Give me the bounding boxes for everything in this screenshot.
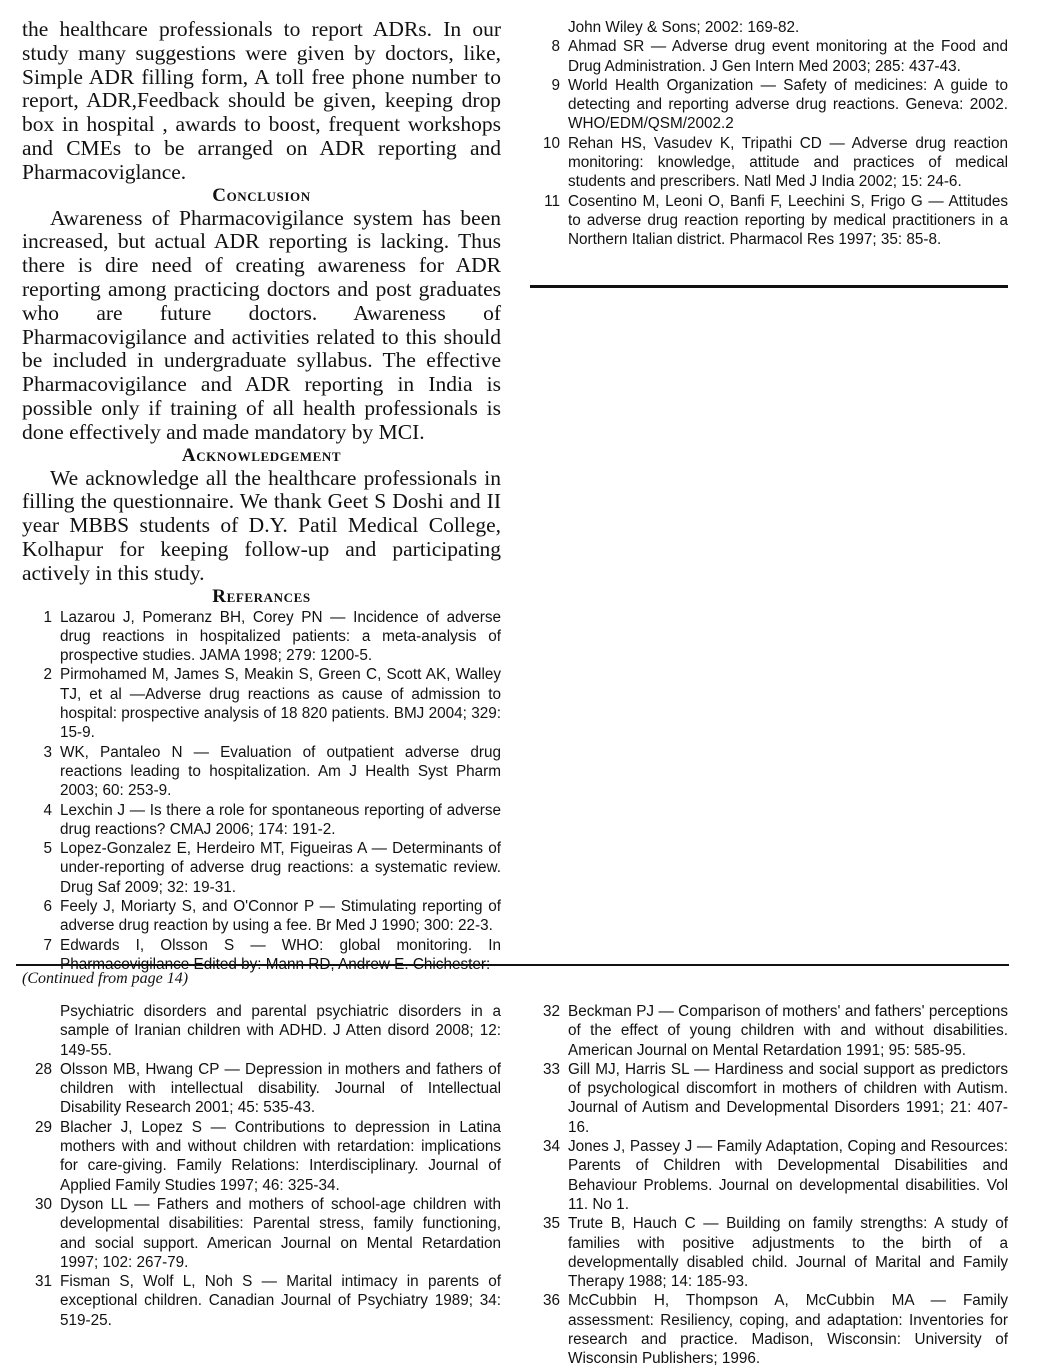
reference-text: Feely J, Moriarty S, and O'Connor P — Stimulating reporting of adverse drug reaction by using a fee. Br Med J 1990; 300: 22-3. <box>60 897 501 935</box>
reference-number: 10 <box>542 134 560 152</box>
reference-item <box>22 897 501 936</box>
reference-text: McCubbin H, Thompson A, McCubbin MA — Family assessment: Resiliency, coping, and adaptation: Inventories for research and practice. Madison, Wisconsin: University of Wisconsin Publishers; 1996. <box>568 1292 1008 1368</box>
reference-number: 9 <box>551 76 560 94</box>
reference-item <box>530 76 1008 134</box>
reference-number: 7 <box>43 936 52 954</box>
reference-item <box>22 665 501 742</box>
reference-item <box>22 1272 501 1330</box>
reference-number: 4 <box>43 801 52 819</box>
reference-item <box>530 192 1008 250</box>
acknowledgement-heading <box>22 445 501 467</box>
reference-item <box>22 743 501 801</box>
reference-item <box>22 1002 501 1060</box>
reference-text: John Wiley & Sons; 2002: 169-82. <box>568 19 800 36</box>
conclusion-paragraph: Awareness of Pharmacovigilance system has been increased, but actual ADR reporting is lacking. Thus there is dire need of creating awareness for ADR reporting among practicing doctors and post graduates who are future doctors. Awareness of Pharmacovigilance and activities related to this should be included in undergraduate syllabus. The effective Pharmacovigilance and ADR reporting in India is possible only if training of all health professionals is done effectively and made mandatory by MCI. <box>22 205 501 444</box>
reference-text: Lopez-Gonzalez E, Herdeiro MT, Figueiras A — Determinants of under-reporting of adverse drug reactions: a systematic review. Drug Saf 2009; 32: 19-31. <box>60 840 501 896</box>
references-heading-text: Referances <box>212 585 311 607</box>
reference-number: 31 <box>34 1273 52 1291</box>
reference-text: Dyson LL — Fathers and mothers of school-age children with developmental disabilities: Parental stress, family functioning, and social support. American Journal on Mental Retardation 1997; 102: 267-79. <box>60 1195 501 1271</box>
reference-number: 35 <box>542 1215 560 1233</box>
right-column <box>530 18 1008 250</box>
references-list-top-right <box>530 18 1008 250</box>
acknowledgement-paragraph: We acknowledge all the healthcare professionals in filling the questionnaire. We thank Geet S Doshi and II year MBBS students of D.Y. Patil Medical College, Kolhapur for keeping follow-up and participating actively in this study. <box>22 465 501 585</box>
reference-number: 28 <box>34 1060 52 1078</box>
reference-number: 11 <box>544 192 560 210</box>
reference-item <box>530 1214 1008 1291</box>
reference-text: Olsson MB, Hwang CP — Depression in mothers and fathers of children with intellectual disability. Journal of Intellectual Disability Research 2001; 45: 535-43. <box>60 1060 501 1117</box>
reference-item <box>22 1195 501 1272</box>
bottom-left-column <box>22 1002 501 1330</box>
conclusion-heading <box>22 185 501 207</box>
reference-item <box>530 1137 1008 1214</box>
reference-number: 3 <box>43 743 52 761</box>
conclusion-heading-text: Conclusion <box>212 184 311 206</box>
reference-item <box>22 839 501 897</box>
intro-paragraph: the healthcare professionals to report ADRs. In our study many suggestions were given by doctors, like, Simple ADR filling form, A toll free phone number to report, ADR,Feedback should be given, keeping drop box in hospital , awards to boost, frequent workshops and CMEs to be arranged on ADR reporting and Pharmacoviglance. <box>22 17 501 184</box>
reference-text: Edwards I, Olsson S — WHO: global monitoring. In Pharmacovigilance Edited by: Mann RD, Andrew E. Chichester: <box>60 936 501 973</box>
bottom-right-column <box>530 1002 1008 1369</box>
section-divider <box>16 964 1009 966</box>
reference-number: 36 <box>542 1292 560 1310</box>
reference-text: Pirmohamed M, James S, Meakin S, Green C, Scott AK, Walley TJ, et al —Adverse drug reactions as cause of admission to hospital: prospective analysis of 18 820 patients. BMJ 2004; 329: 15-9. <box>60 666 501 742</box>
reference-number: 8 <box>551 38 560 56</box>
references-list-bottom-left <box>22 1002 501 1330</box>
acknowledgement-heading-text: Acknowledgement <box>181 444 342 466</box>
reference-number <box>22 1002 60 1060</box>
reference-item <box>530 37 1008 76</box>
reference-number: 1 <box>43 608 52 626</box>
reference-number: 30 <box>34 1195 52 1213</box>
reference-number: 29 <box>34 1118 52 1136</box>
reference-item <box>22 1118 501 1195</box>
reference-number <box>530 18 568 37</box>
reference-text: Beckman PJ — Comparison of mothers' and fathers' perceptions of the effect of young children with and without disabilities. American Journal on Mental Retardation 1991; 95: 585-95. <box>568 1003 1008 1059</box>
left-column <box>22 18 501 974</box>
reference-item <box>530 1291 1008 1368</box>
reference-text: Psychiatric disorders and parental psychiatric disorders in a sample of Iranian children with ADHD. J Atten disord 2008; 12: 149-55. <box>60 1003 501 1059</box>
reference-item <box>530 18 1008 37</box>
reference-item <box>22 1060 501 1118</box>
reference-item <box>22 801 501 840</box>
reference-text: Fisman S, Wolf L, Noh S — Marital intimacy in parents of exceptional children. Canadian Journal of Psychiatry 1989; 34: 519-25. <box>60 1273 501 1329</box>
reference-number: 33 <box>542 1060 560 1078</box>
reference-text: Cosentino M, Leoni O, Banfi F, Leechini S, Frigo G — Attitudes to adverse drug reaction reporting by medical practitioners in a Northern Italian district. Pharmacol Res 1997; 35: 85-8. <box>568 192 1008 249</box>
reference-item <box>22 608 501 666</box>
reference-text: Trute B, Hauch C — Building on family strengths: A study of families with positive adjustments to the birth of a developmentally disabled child. Journal of Marital and Family Therapy 1988; 14: 185-93. <box>568 1215 1008 1291</box>
reference-item <box>530 1002 1008 1060</box>
references-heading <box>22 586 501 608</box>
reference-text: Blacher J, Lopez S — Contributions to depression in Latina mothers with and without children with retardation: implications for care-giving. Family Relations: Interdisciplinary. Journal of Applied Family Studies 1997; 46: 325-34. <box>60 1118 501 1194</box>
reference-number: 5 <box>43 840 52 858</box>
reference-text: WK, Pantaleo N — Evaluation of outpatient adverse drug reactions leading to hospitalization. Am J Health Syst Pharm 2003; 60: 253-9. <box>60 743 501 800</box>
reference-number: 32 <box>542 1003 560 1020</box>
reference-text: World Health Organization — Safety of medicines: A guide to detecting and reporting adverse drug reactions. Geneva: 2002. WHO/EDM/QSM/2002.2 <box>568 76 1008 133</box>
reference-text: Lazarou J, Pomeranz BH, Corey PN — Incidence of adverse drug reactions in hospitalized patients: a meta-analysis of prospective studies. JAMA 1998; 279: 1200-5. <box>60 608 501 665</box>
reference-item <box>22 936 501 975</box>
reference-text: Gill MJ, Harris SL — Hardiness and social support as predictors of psychological discomfort in mothers of children with Autism. Journal of Autism and Developmental Disorders 1991; 21: 407-16. <box>568 1060 1008 1136</box>
reference-text: Ahmad SR — Adverse drug event monitoring at the Food and Drug Administration. J Gen Intern Med 2003; 285: 437-43. <box>568 38 1008 75</box>
references-list-bottom-right <box>530 1002 1008 1369</box>
references-list-top-left <box>22 608 501 975</box>
column-end-rule <box>530 285 1008 288</box>
reference-item <box>530 134 1008 192</box>
reference-number: 6 <box>43 897 52 915</box>
reference-number: 2 <box>43 666 52 684</box>
reference-number: 34 <box>542 1138 560 1156</box>
reference-item <box>530 1060 1008 1137</box>
reference-text: Jones J, Passey J — Family Adaptation, Coping and Resources: Parents of Children with Developmental Disabilities and Behaviour Problems. Journal on developmental disabilities. Vol 11. No 1. <box>568 1138 1008 1213</box>
reference-text: Rehan HS, Vasudev K, Tripathi CD — Adverse drug reaction monitoring: knowledge, attitude and practices of medical students and prescribers. Natl Med J India 2002; 15: 24-6. <box>568 134 1008 191</box>
reference-text: Lexchin J — Is there a role for spontaneous reporting of adverse drug reactions? CMAJ 2006; 174: 191-2. <box>60 801 501 838</box>
continued-note: (Continued from page 14) <box>22 970 189 987</box>
